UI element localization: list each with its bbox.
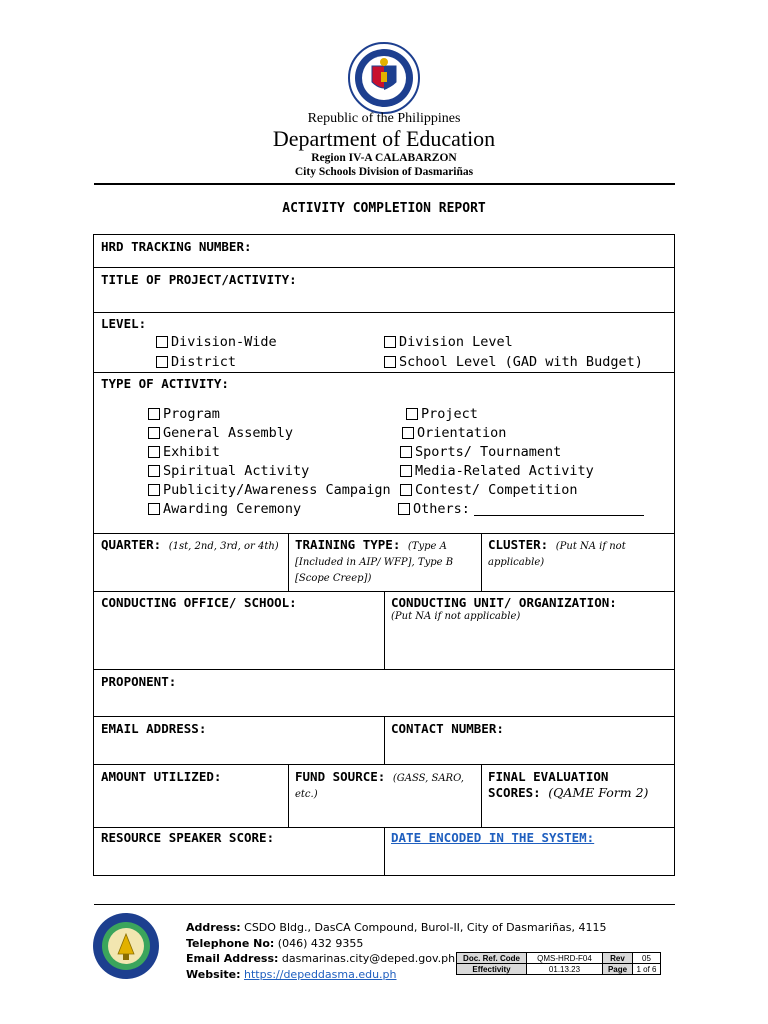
ref-page-label: Page xyxy=(603,964,633,975)
conducting-unit-label: CONDUCTING UNIT/ ORGANIZATION: xyxy=(391,595,617,610)
ref-code-value: QMS-HRD-F04 xyxy=(527,953,603,964)
others-blank-line[interactable] xyxy=(474,503,644,516)
footer-email-line: Email Address: dasmarinas.city@deped.gov.ph xyxy=(186,952,456,965)
row-quarter-training-cluster xyxy=(94,534,674,592)
type-of-activity-label: TYPE OF ACTIVITY: xyxy=(101,376,229,391)
level-label: LEVEL: xyxy=(101,316,147,331)
website-link[interactable]: https://depeddasma.edu.ph xyxy=(244,967,397,981)
division-seal-icon xyxy=(92,912,160,980)
checkbox[interactable] xyxy=(148,408,160,420)
checkbox[interactable] xyxy=(400,446,412,458)
date-encoded-cell[interactable] xyxy=(385,828,674,875)
activity-option-exhibit[interactable]: Exhibit xyxy=(148,444,220,460)
cluster-cell[interactable] xyxy=(482,534,674,591)
activity-option-media[interactable]: Media-Related Activity xyxy=(400,463,594,479)
ref-page-value: 1 of 6 xyxy=(633,964,661,975)
training-type-cell[interactable] xyxy=(289,534,482,591)
level-option-school-level[interactable]: School Level (GAD with Budget) xyxy=(384,354,643,370)
level-option-division-wide[interactable]: Division-Wide xyxy=(156,334,277,350)
checkbox[interactable] xyxy=(402,427,414,439)
checkbox[interactable] xyxy=(398,503,410,515)
quarter-label: QUARTER: xyxy=(101,537,162,552)
level-option-division-level[interactable]: Division Level xyxy=(384,334,513,350)
ref-effectivity-value: 01.13.23 xyxy=(527,964,603,975)
row-hrd-tracking xyxy=(94,235,674,268)
quarter-cell[interactable] xyxy=(94,534,289,591)
contact-label: CONTACT NUMBER: xyxy=(391,721,504,736)
row-type-of-activity xyxy=(94,373,674,534)
document-reference-table xyxy=(456,952,661,975)
cluster-note: (Put NA if not applicable) xyxy=(488,541,626,568)
checkbox[interactable] xyxy=(156,356,168,368)
footer-phone-line: Telephone No: (046) 432 9355 xyxy=(186,936,364,950)
contact-cell[interactable] xyxy=(385,717,674,764)
activity-option-publicity[interactable]: Publicity/Awareness Campaign xyxy=(148,482,391,498)
checkbox[interactable] xyxy=(384,356,396,368)
checkbox[interactable] xyxy=(148,427,160,439)
checkbox[interactable] xyxy=(148,503,160,515)
ref-rev-label: Rev xyxy=(603,953,633,964)
training-type-note: (Type A [Included in AIP/ WFP], Type B [Scope Creep]) xyxy=(295,541,454,584)
checkbox[interactable] xyxy=(148,484,160,496)
email-label: EMAIL ADDRESS: xyxy=(101,721,207,736)
footer-address-line: Address: CSDO Bldg., DasCA Compound, Burol-II, City of Dasmariñas, 4115 xyxy=(186,921,607,934)
checkbox[interactable] xyxy=(406,408,418,420)
header-region: Region IV-A CALABARZON xyxy=(311,152,457,164)
fund-source-cell[interactable] xyxy=(289,765,482,827)
row-level xyxy=(94,313,674,373)
activity-option-sports[interactable]: Sports/ Tournament xyxy=(400,444,561,460)
row-speaker-date xyxy=(94,828,674,875)
hrd-tracking-label: HRD TRACKING NUMBER: xyxy=(101,239,252,254)
document-title: ACTIVITY COMPLETION REPORT xyxy=(282,201,486,216)
row-project-title xyxy=(94,268,674,313)
proponent-label: PROPONENT: xyxy=(101,674,177,689)
fund-source-label: FUND SOURCE: xyxy=(295,769,386,784)
header-republic: Republic of the Philippines xyxy=(307,111,461,126)
ref-effectivity-label: Effectivity xyxy=(457,964,527,975)
footer-divider xyxy=(94,904,675,905)
row-amount-fund-eval xyxy=(94,765,674,828)
completion-report-form xyxy=(93,234,675,876)
checkbox[interactable] xyxy=(156,336,168,348)
ref-code-label: Doc. Ref. Code xyxy=(457,953,527,964)
activity-option-program[interactable]: Program xyxy=(148,406,220,422)
activity-option-orientation[interactable]: Orientation xyxy=(402,425,506,441)
fund-source-note: (GASS, SARO, etc.) xyxy=(295,773,464,800)
footer-website-line: Website: https://depeddasma.edu.ph xyxy=(186,967,397,981)
checkbox[interactable] xyxy=(384,336,396,348)
speaker-score-label: RESOURCE SPEAKER SCORE: xyxy=(101,830,275,845)
activity-option-contest[interactable]: Contest/ Competition xyxy=(400,482,578,498)
header-department: Department of Education xyxy=(272,126,496,151)
amount-cell[interactable] xyxy=(94,765,289,827)
row-proponent xyxy=(94,670,674,717)
activity-option-spiritual[interactable]: Spiritual Activity xyxy=(148,463,309,479)
quarter-note: (1st, 2nd, 3rd, or 4th) xyxy=(168,541,279,552)
activity-option-general-assembly[interactable]: General Assembly xyxy=(148,425,293,441)
checkbox[interactable] xyxy=(400,465,412,477)
final-eval-label: FINAL EVALUATION SCORES: xyxy=(488,769,609,800)
date-encoded-label: DATE ENCODED IN THE SYSTEM: xyxy=(391,830,595,845)
checkbox[interactable] xyxy=(148,446,160,458)
row-conducting xyxy=(94,592,674,670)
level-option-district[interactable]: District xyxy=(156,354,236,370)
final-eval-cell[interactable] xyxy=(482,765,674,827)
header-division: City Schools Division of Dasmariñas xyxy=(294,166,474,178)
conducting-office-cell[interactable] xyxy=(94,592,385,669)
speaker-score-cell[interactable] xyxy=(94,828,385,875)
header-divider xyxy=(94,183,675,185)
activity-option-awarding[interactable]: Awarding Ceremony xyxy=(148,501,301,517)
cluster-label: CLUSTER: xyxy=(488,537,549,552)
email-cell[interactable] xyxy=(94,717,385,764)
conducting-office-label: CONDUCTING OFFICE/ SCHOOL: xyxy=(101,595,297,610)
checkbox[interactable] xyxy=(148,465,160,477)
training-type-label: TRAINING TYPE: xyxy=(295,537,401,552)
checkbox[interactable] xyxy=(400,484,412,496)
activity-option-others[interactable]: Others: xyxy=(398,501,644,517)
amount-label: AMOUNT UTILIZED: xyxy=(101,769,222,784)
final-eval-note: (QAME Form 2) xyxy=(548,785,649,800)
activity-option-project[interactable]: Project xyxy=(406,406,478,422)
deped-seal-icon xyxy=(348,42,420,114)
row-email-contact xyxy=(94,717,674,765)
conducting-unit-cell[interactable] xyxy=(385,592,674,669)
conducting-unit-note: (Put NA if not applicable) xyxy=(391,611,521,622)
project-title-label: TITLE OF PROJECT/ACTIVITY: xyxy=(101,272,297,287)
ref-rev-value: 05 xyxy=(633,953,661,964)
